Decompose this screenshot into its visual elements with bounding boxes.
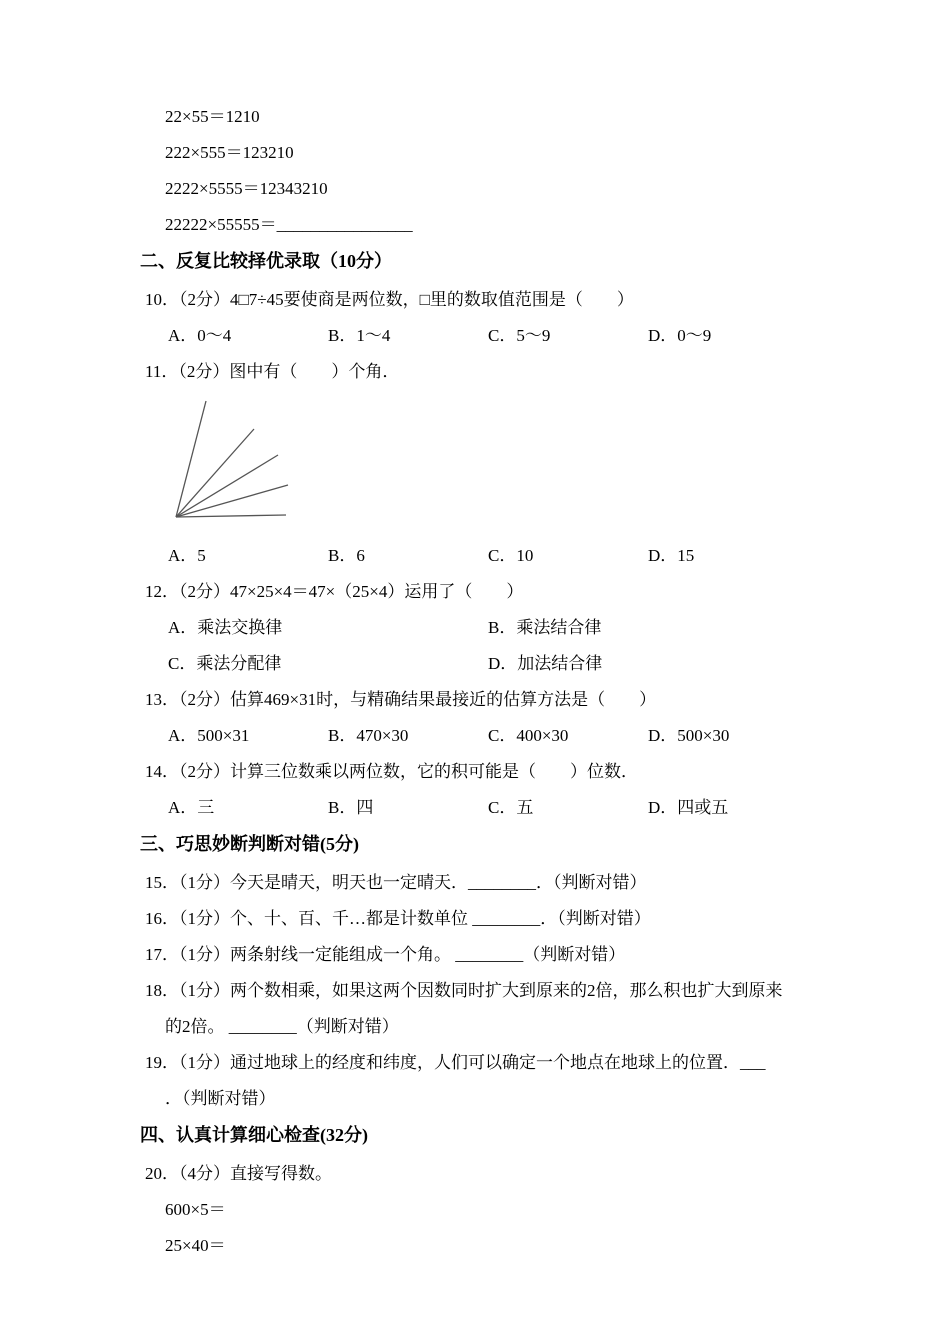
pattern-line-2: 222×555＝123210	[165, 143, 294, 162]
q14-option-a: A．三	[168, 798, 215, 817]
q13-option-d: D．500×30	[648, 726, 730, 745]
q14-option-b: B．四	[328, 798, 374, 817]
q14-option-d: D．四或五	[648, 798, 729, 817]
q10-option-d: D．0～9	[648, 326, 712, 345]
question-13-options	[140, 725, 830, 747]
question-11-stem: 11．（2分）图中有（ ）个角．	[145, 362, 400, 381]
q11-option-b: B．6	[328, 546, 365, 565]
question-19-line-1: 19．（1分）通过地球上的经度和纬度，人们可以确定一个地点在地球上的位置．___	[145, 1053, 766, 1072]
q10-option-a: A．0～4	[168, 326, 232, 345]
q13-option-b: B．470×30	[328, 726, 409, 745]
question-20-stem: 20．（4分）直接写得数。	[145, 1164, 332, 1183]
question-13-stem: 13．（2分）估算469×31时，与精确结果最接近的估算方法是（ ）	[145, 690, 657, 709]
question-18-line-2: 的2倍。 ________（判断对错）	[165, 1017, 399, 1036]
q12-option-c: C．乘法分配律	[168, 654, 282, 673]
q10-option-c: C．5～9	[488, 326, 551, 345]
question-15: 15．（1分）今天是晴天，明天也一定晴天．________．（判断对错）	[145, 873, 647, 892]
angle-rays-figure	[168, 397, 448, 519]
q14-option-c: C．五	[488, 798, 534, 817]
calc-line-2: 25×40＝	[165, 1236, 226, 1255]
question-10-stem: 10．（2分）4□7÷45要使商是两位数，□里的数取值范围是（ ）	[145, 290, 634, 309]
q11-option-c: C．10	[488, 546, 534, 565]
q11-option-d: D．15	[648, 546, 695, 565]
q13-option-a: A．500×31	[168, 726, 250, 745]
q12-option-d: D．加法结合律	[488, 654, 603, 673]
q13-option-c: C．400×30	[488, 726, 569, 745]
question-17: 17．（1分）两条射线一定能组成一个角。 ________（判断对错）	[145, 945, 626, 964]
question-10-options	[140, 325, 830, 347]
question-11-options	[140, 545, 830, 567]
question-14-stem: 14．（2分）计算三位数乘以两位数，它的积可能是（ ）位数．	[145, 762, 638, 781]
section-4-heading: 四、认真计算细心检查(32分)	[140, 1125, 368, 1145]
q11-option-a: A．5	[168, 546, 206, 565]
calc-line-1: 600×5＝	[165, 1200, 226, 1219]
q12-option-b: B．乘法结合律	[488, 618, 602, 637]
question-14-options	[140, 797, 830, 819]
question-12-options-row-2	[140, 653, 830, 675]
q12-option-a: A．乘法交换律	[168, 618, 283, 637]
question-11-figure	[168, 397, 830, 519]
question-12-options-row-1	[140, 617, 830, 639]
question-16: 16．（1分）个、十、百、千…都是计数单位 ________．（判断对错）	[145, 909, 651, 928]
pattern-line-3: 2222×5555＝12343210	[165, 179, 328, 198]
pattern-line-4: 22222×55555＝________________	[165, 215, 413, 234]
question-18-line-1: 18．（1分）两个数相乘，如果这两个因数同时扩大到原来的2倍，那么积也扩大到原来	[145, 981, 783, 1000]
section-3-heading: 三、巧思妙断判断对错(5分)	[140, 834, 359, 854]
question-12-stem: 12．（2分）47×25×4＝47×（25×4）运用了（ ）	[145, 582, 524, 601]
question-19-line-2: ．（判断对错）	[165, 1089, 276, 1108]
section-2-heading: 二、反复比较择优录取（10分）	[140, 251, 392, 271]
pattern-line-1: 22×55＝1210	[165, 107, 260, 126]
q10-option-b: B．1～4	[328, 326, 391, 345]
